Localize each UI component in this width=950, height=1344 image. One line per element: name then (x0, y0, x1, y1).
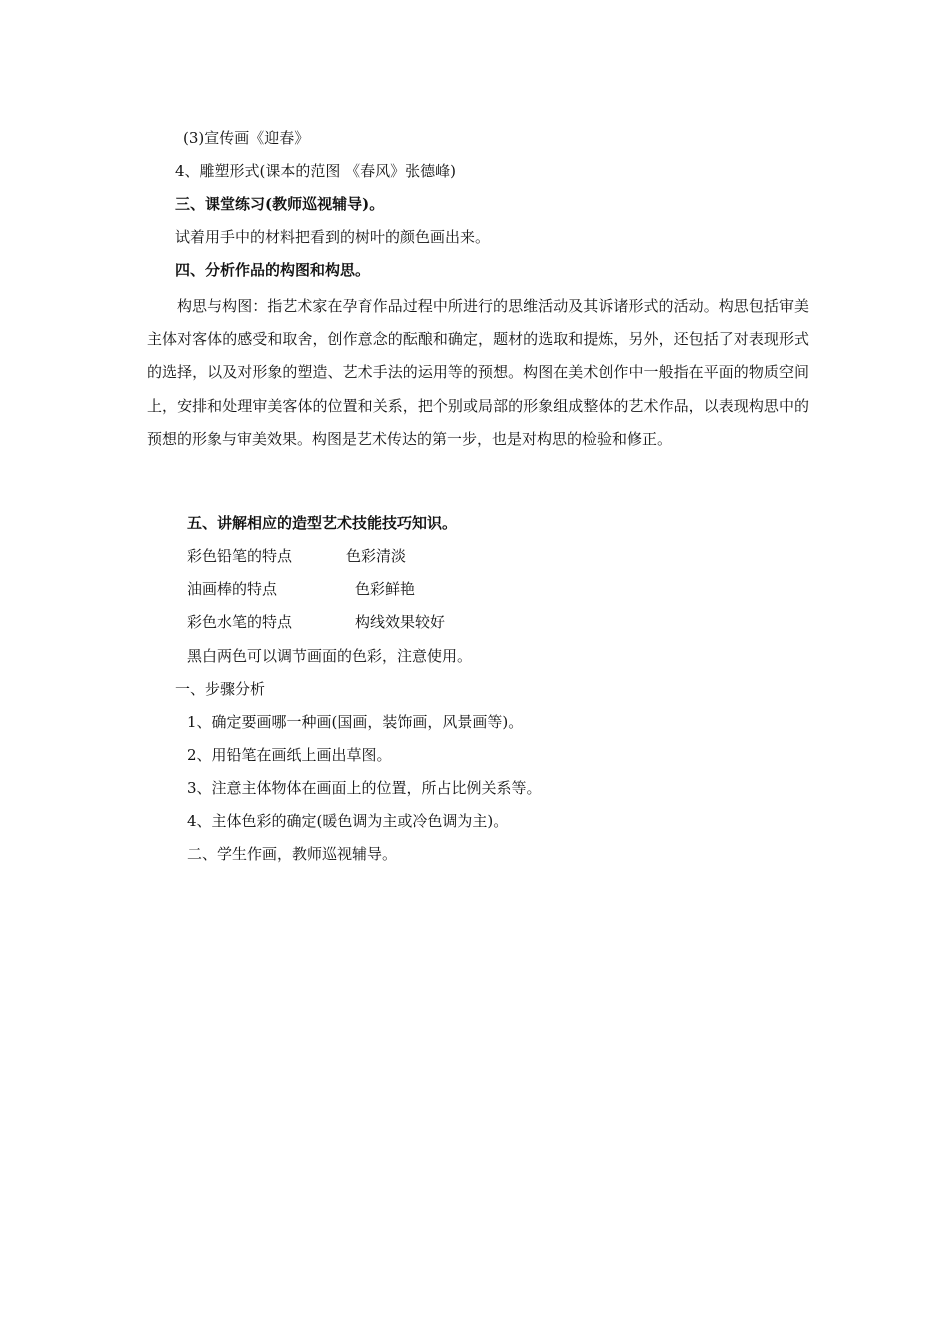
tool-colored-pencil-feature: 色彩清淡 (346, 547, 407, 565)
heading-analyze-works: 四、分析作品的构图和构思。 (175, 261, 371, 279)
line-practice-instruction: 试着用手中的材料把看到的树叶的颜色画出来。 (175, 228, 491, 246)
step-4: 4、主体色彩的确定(暖色调为主或冷色调为主)。 (187, 812, 509, 830)
step-2: 2、用铅笔在画纸上画出草图。 (187, 746, 392, 764)
heading-classroom-practice: 三、课堂练习(教师巡视辅导)。 (175, 195, 385, 213)
heading-step-analysis: 一、步骤分析 (175, 680, 266, 698)
heading-skills-knowledge: 五、讲解相应的造型艺术技能技巧知识。 (187, 514, 458, 532)
tool-oil-pastel: 油画棒的特点 (187, 580, 278, 598)
line-propaganda-painting: (3)宣传画《迎春》 (183, 129, 310, 147)
step-3: 3、注意主体物体在画面上的位置，所占比例关系等。 (187, 779, 542, 797)
tool-watercolor-pen-feature: 构线效果较好 (355, 613, 446, 631)
line-black-white: 黑白两色可以调节画面的色彩，注意使用。 (187, 647, 473, 665)
step-1: 1、确定要画哪一种画(国画，装饰画，风景画等)。 (187, 713, 524, 731)
tool-oil-pastel-feature: 色彩鲜艳 (355, 580, 416, 598)
tool-colored-pencil: 彩色铅笔的特点 (187, 547, 293, 565)
heading-student-drawing: 二、学生作画，教师巡视辅导。 (187, 845, 398, 863)
line-sculpture-form: 4、雕塑形式(课本的范图 《春风》张德峰) (175, 162, 457, 180)
tool-watercolor-pen: 彩色水笔的特点 (187, 613, 293, 631)
paragraph-composition-concept: 构思与构图：指艺术家在孕育作品过程中所进行的思维活动及其诉诸形式的活动。构思包括审美主体对客体的感受和取舍，创作意念的酝酿和确定，题材的选取和提炼，另外，还包括了对表现形式的选择，以及对形象的塑造、艺术手法的运用等的预想。构图在美术创作中一般指在平面的物质空间上，安排和处理审美客体的位置和关系，把个别或局部的形象组成整体的艺术作品，以表现构思中的预想的形象与审美效果。构图是艺术传达的第一步，也是对构思的检验和修正。 (147, 297, 809, 448)
